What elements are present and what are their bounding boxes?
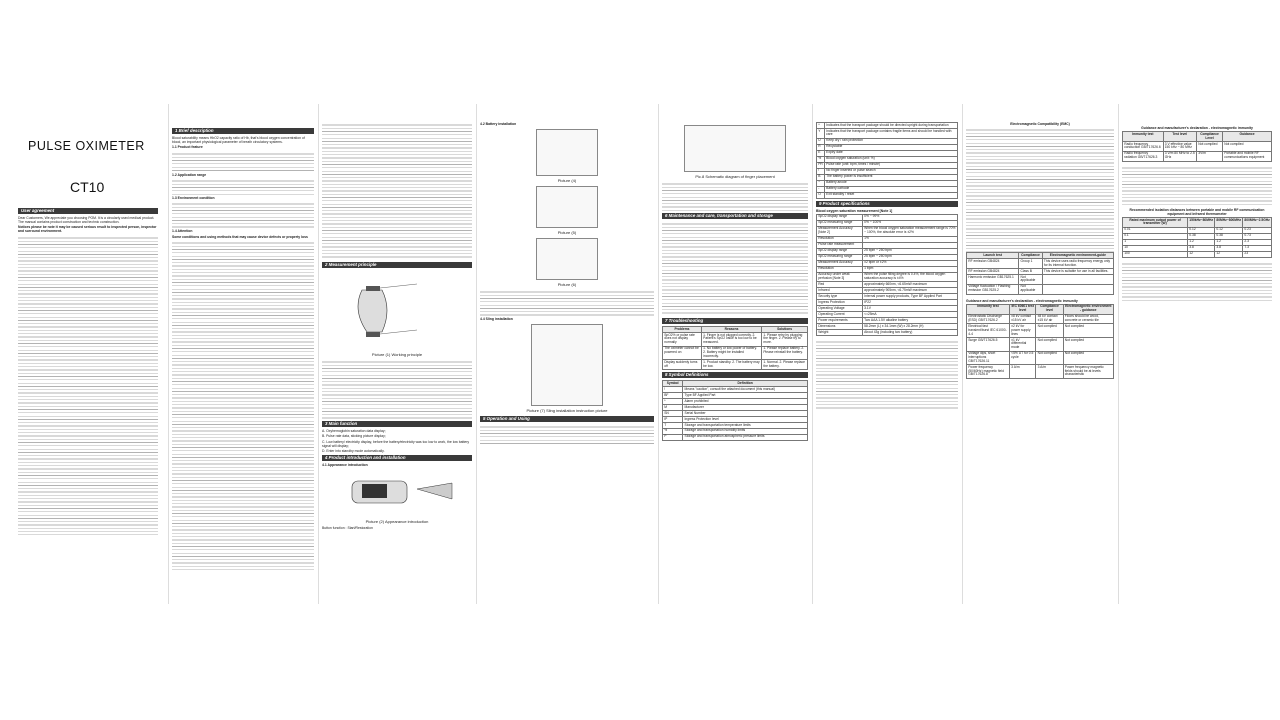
photodetector <box>366 332 380 337</box>
body-text-block <box>1122 261 1272 301</box>
table-cell: Storage and transportation temperature limits <box>683 422 808 428</box>
table-cell: Not applicable <box>1019 275 1042 285</box>
table-row-label: % <box>663 428 683 434</box>
table-row-label: * <box>663 398 683 404</box>
table-row-label: BF <box>663 392 683 398</box>
table-cell: IP22 <box>862 300 957 306</box>
body-text-block <box>172 201 314 229</box>
table-cell: 7.3 <box>1243 245 1272 251</box>
table-row-label: Voltage fluctuation / Flashing emission GB17625.2 <box>967 284 1019 294</box>
body-text-block <box>662 181 808 211</box>
table-header: Launch test <box>967 253 1019 259</box>
section-header-maintenance: 6 Maintenance and care, transportation and storage <box>662 213 808 219</box>
picture-4-caption: Picture (4) <box>557 178 577 184</box>
troubleshooting-table <box>662 326 808 370</box>
separation-title: Recommended isolation distances between portable and mobile RF communication equipment and infrared thermometer <box>1129 207 1265 216</box>
table-cell: Storage and transportation humidity limits <box>683 428 808 434</box>
table-row-label: Measurement Accuracy <box>817 260 863 266</box>
function-a: A. Oxyhemoglobin saturation data display; <box>322 429 386 434</box>
cautions-heading: Some conditions and using methods that may cause device defects or property loss <box>172 234 308 239</box>
clip-sensor <box>417 483 452 499</box>
section-header-brief: 1 Brief description <box>172 128 314 134</box>
table-cell: Not complied <box>1036 351 1063 365</box>
section-header-troubleshooting: 7 Troubleshooting <box>662 318 808 324</box>
body-text-block <box>816 339 958 409</box>
table-row-label: Electrostatic Discharge (ESD) GB/T17626.2 <box>967 314 1010 324</box>
table-cell: Pulse rate (unit: bpm, times / minute) <box>824 162 957 168</box>
dear-customers-text: Dear Customers, We appreciate you choosing POM. It is a circularly used medical product. The manual contains product construction and technic construction. <box>18 216 155 225</box>
table-cell: 3 A/m <box>1036 365 1063 379</box>
picture-7-figure <box>531 324 603 406</box>
rf-immunity-table <box>1122 131 1272 161</box>
table-cell: ±2 kV for power supply lines <box>1009 324 1035 338</box>
function-c: C. Low battery/ electricity display, before the battery/electricity was too low to work, the low battery signal will display; <box>322 439 470 448</box>
table-cell: Not complied <box>1223 142 1272 152</box>
function-d: D. Enter into standby mode automatically. <box>322 449 385 454</box>
table-cell: Not applicable <box>1019 284 1042 294</box>
table-cell: 1 bpm <box>862 266 957 272</box>
table-cell: 1. Product standby. 2. The battery may be low. <box>703 359 760 368</box>
table-row-label: Dimensions <box>817 324 863 330</box>
attention-heading: 1.4 Attention <box>172 229 193 234</box>
table-header: Problems <box>663 327 702 333</box>
panel-divider <box>168 104 169 604</box>
table-row-label: Weight <box>817 330 863 336</box>
table-row-label: 0.01 <box>1123 227 1188 233</box>
body-text-block <box>322 122 472 260</box>
table-row <box>967 259 1114 269</box>
picture-8-caption: Pic.8 Schematic diagram of finger placement <box>695 174 775 179</box>
table-row-label: SpO2 display range <box>817 248 863 254</box>
table-cell: 3.1V <box>862 306 957 312</box>
table-row-label: Radio frequency conduction GB/T17626.6 <box>1123 142 1164 152</box>
table-row <box>817 226 958 236</box>
table-cell: Recyclable <box>824 144 957 150</box>
table-cell: 2.3 <box>1243 239 1272 245</box>
table-cell: Means "caution", consult the attached document (this manual) <box>683 387 808 393</box>
table-header: 80MHz~800MHz <box>1215 218 1243 228</box>
body-text-block <box>172 240 314 570</box>
table-cell: 0% ~ 100% <box>862 220 957 226</box>
appearance-diagram <box>322 469 472 517</box>
working-principle-diagram <box>322 270 472 350</box>
table-cell: Serial Number <box>683 410 808 416</box>
table-cell: No finger inserted or pulse search <box>824 168 957 174</box>
table-cell: Battery anode <box>824 180 957 186</box>
body-text-block <box>1122 165 1272 205</box>
table-row-label: ! <box>817 168 825 174</box>
led-emitter <box>366 286 380 291</box>
table-cell: When the blood oxygen saturation measurement range is 70% ~ 100%, the absolute error is ±2% <box>862 226 957 236</box>
notices-text: Notices please be note it may be caused serious result to inspected person, inspector and surround environment. <box>18 225 157 234</box>
table-row-label: Security type <box>817 294 863 300</box>
table-row-label: IP <box>663 416 683 422</box>
table-row <box>967 338 1114 352</box>
table-header: Guidance <box>1223 132 1272 142</box>
table-cell: 3 A/m <box>1009 365 1035 379</box>
table-row-label: Pulse rate measurement <box>817 242 863 248</box>
table-cell: Type BF Applied Part <box>683 392 808 398</box>
table-row <box>967 324 1114 338</box>
section-header-principle: 2 Measurement principle <box>322 262 472 268</box>
table-row-label: E <box>817 150 825 156</box>
table-row-label: B <box>817 174 825 180</box>
brief-description-panel <box>172 126 314 596</box>
table-header: Electromagnetic environment-guide <box>1042 253 1113 259</box>
table-header: Compliance <box>1019 253 1042 259</box>
table-row-label: Power frequency (50/60Hz) magnetic field GB/T17626.8 <box>967 365 1010 379</box>
table-cell: Portable and mobile RF communications equipment <box>1223 151 1272 161</box>
panel-divider <box>476 104 477 604</box>
table-row-label: Red <box>817 282 863 288</box>
table-header: Compliance level <box>1036 304 1063 314</box>
table-row <box>817 272 958 282</box>
brief-body-text: Blood saturability means HbO2 capacity ratio of Hb, that's blood oxygen concentration of blood, an important physiological parameter of breath circulatory systems. <box>172 136 305 145</box>
table-cell: 23 <box>1243 251 1272 257</box>
table-row <box>663 333 808 347</box>
table-row-label: Operating Voltage <box>817 306 863 312</box>
table-cell: Indicates that the transport package contains fragile items and should be handled with care <box>824 128 957 138</box>
section-header-user-agreement: User agreement <box>18 208 158 214</box>
body-text-block <box>172 178 314 196</box>
oximeter-screen <box>362 484 387 498</box>
table-row-label: T <box>663 422 683 428</box>
table-row-label: 0.1 <box>1123 233 1188 239</box>
picture-5-caption: Picture (5) <box>557 230 577 236</box>
table-row-label: 1 <box>1123 239 1188 245</box>
table-cell: SpO2% or pulse rate does not display normally <box>663 333 702 347</box>
table-header: Electromagnetic environment - guidance <box>1063 304 1113 314</box>
separation-panel <box>1122 126 1272 592</box>
table-row-label: 10 <box>1123 245 1188 251</box>
table-cell: 1.2 <box>1215 239 1243 245</box>
table-cell: Keep dry / rain protection <box>824 138 957 144</box>
table-header: Definition <box>683 381 808 387</box>
picture-7-caption: Picture (7) Sling installation instruction picture <box>526 408 608 414</box>
table-row-label: SpO2 measuring range <box>817 220 863 226</box>
sling-install-heading: 4.4 Sling installation <box>480 317 513 322</box>
table-cell: 1. Please retry by plugging the finger. 2. Please try to more. <box>762 333 808 347</box>
table-row-label: RF emission GB4824 <box>967 269 1019 275</box>
table-row-label: Infrared <box>817 288 863 294</box>
table-cell: The oximeter cannot be powered on <box>663 346 702 360</box>
section-header-symbols: 8 Symbol Definitions <box>662 372 808 378</box>
maintenance-panel <box>662 122 808 592</box>
table-row-label: M <box>663 404 683 410</box>
table-cell: 1. No battery or low power of battery. 2. Battery might be installed incorrectly. <box>701 346 761 360</box>
table-cell: 0.38 <box>1215 233 1243 239</box>
table-cell: 3.8 <box>1215 245 1243 251</box>
table-row-label: Accuracy under weak perfusion [Note 3] <box>817 272 863 282</box>
specs-panel <box>816 122 958 592</box>
table-cell <box>1042 284 1113 294</box>
table-cell: approximately 660nm, <6.65mW maximum <box>862 282 957 288</box>
button-function-text: Button function : Start/Restoration <box>322 525 373 530</box>
table-cell: ±8 kV contact ±15 kV air <box>1009 314 1035 324</box>
table-cell: 3 V effective value 150 kHz ~ 80 MHz <box>1163 142 1197 152</box>
table-cell: 1. Please replace battery. 2. Please reinstall the battery. <box>762 346 808 360</box>
section-header-product: 4 Product introduction and installation <box>322 455 472 461</box>
table-cell: <=25mA <box>862 312 957 318</box>
table-cell: 58.2mm (L) x 34.1mm (W) x 28.2mm (H) <box>862 324 957 330</box>
table-row-label: PR <box>818 162 823 167</box>
table-row-label: P <box>663 434 683 440</box>
table-cell: Blood oxygen saturation (unit: %) <box>824 156 957 162</box>
table-row <box>817 128 958 138</box>
spec-table <box>816 214 958 336</box>
table-header: Solutions <box>762 327 808 333</box>
table-cell: <5% UT for 0.5 cycle <box>1009 351 1035 365</box>
table-cell: Class B <box>1019 269 1042 275</box>
table-cell: 1.2 <box>1188 239 1215 245</box>
table-cell: 12 <box>1188 251 1215 257</box>
table-header: Immunity test <box>967 304 1010 314</box>
table-row <box>967 351 1114 365</box>
table-row <box>1123 251 1272 257</box>
table-row-label: 100 <box>1123 251 1188 257</box>
table-cell: Not complied <box>1036 338 1063 352</box>
table-cell: 0.73 <box>1243 233 1272 239</box>
table-row-label: Radio frequency radiation GB/T17626.3 <box>1123 151 1164 161</box>
user-agreement-panel <box>18 206 158 598</box>
table-row <box>967 365 1114 379</box>
model-number: CT10 <box>70 179 105 195</box>
appearance-heading: 4.1 Appearance introduction <box>322 463 368 468</box>
body-text-block <box>322 359 472 419</box>
symbol-table <box>662 380 808 441</box>
table-row-label: SpO2 measuring range <box>817 254 863 260</box>
application-heading: 1.2 Application range <box>172 172 207 177</box>
table-cell: ±1 kV differential mode <box>1009 338 1035 352</box>
body-text-block <box>480 424 654 444</box>
emc-immunity-table <box>966 304 1114 379</box>
table-cell <box>1042 275 1113 285</box>
table-cell: 0.23 <box>1243 227 1272 233</box>
picture-2-caption: Picture (2) Appearance introduction <box>365 518 429 524</box>
table-row-label: Y <box>817 128 825 138</box>
table-cell: ±8 kV contact ±15 kV air <box>1036 314 1063 324</box>
panel-divider <box>812 104 813 604</box>
table-row-label: - <box>817 186 825 192</box>
table-cell: When the pulse filling degree is 0.4%, the blood oxygen saturation accuracy is ±4% <box>862 272 957 282</box>
table-header: Reasons <box>701 327 761 333</box>
table-cell: Manufacturer <box>683 404 808 410</box>
section-header-function: 3 Main function <box>322 421 472 427</box>
table-cell: approximately 905nm, <6.75mW maximum <box>862 288 957 294</box>
features-heading: 1.1 Product feature <box>172 145 203 150</box>
table-cell: 0.12 <box>1188 227 1215 233</box>
emc-title: Electromagnetic Compatibility (EMC) <box>1010 122 1070 126</box>
table-row-label: R <box>817 144 825 150</box>
table-cell: 25 bpm ~ 250 bpm <box>862 248 957 254</box>
table-cell: Not complied <box>1063 324 1113 338</box>
table-cell: 3 V/m 80 MHz to 2.5 GHz <box>1164 151 1195 160</box>
table-cell: This device uses radio frequency energy only for its internal function. <box>1042 259 1113 269</box>
table-row-label: ! <box>663 387 683 393</box>
table-cell: Not complied <box>1063 351 1113 365</box>
picture-5-figure <box>536 186 598 228</box>
table-row-label: Harmonic emission GB17625.1 <box>967 275 1019 285</box>
picture-1-caption: Picture (1) Working principle <box>371 352 423 358</box>
table-cell: Display suddenly turns off <box>663 360 702 370</box>
symbol-table-continued <box>816 122 958 199</box>
table-cell: Alarm prohibited <box>683 398 808 404</box>
emission-table <box>966 252 1114 294</box>
table-row <box>663 360 808 370</box>
table-header: Immunity test <box>1123 132 1164 142</box>
table-cell: 1% <box>862 236 957 242</box>
guidance-title: Guidance and manufacturer's declaration - electromagnetic immunity <box>1141 126 1253 130</box>
table-cell: Not complied <box>1063 338 1113 352</box>
table-row-label: ~ <box>817 180 825 186</box>
installation-panel <box>480 122 654 590</box>
table-row-label: Electrical fast transient/burst IEC 61000-4-4 <box>967 324 1010 338</box>
table-cell: Not complied <box>1036 324 1063 338</box>
table-row-label: Resolution <box>817 236 863 242</box>
table-row <box>817 192 958 198</box>
table-row <box>817 330 958 336</box>
table-row-label: SN <box>663 410 683 416</box>
table-header: 800MHz~2.5GHz <box>1243 218 1272 228</box>
body-text-block <box>662 221 808 316</box>
table-row <box>663 434 808 440</box>
table-header: Compliance Level <box>1197 132 1223 142</box>
finger-placement-figure <box>684 125 786 172</box>
spec-title: Blood oxygen saturation measurement [Note 1] <box>816 208 893 213</box>
body-text-block <box>172 151 314 173</box>
panel-divider <box>658 104 659 604</box>
table-row <box>1123 151 1272 161</box>
body-text-block <box>18 235 158 535</box>
table-header: 150kHz~80MHz <box>1188 218 1215 228</box>
table-row <box>967 314 1114 324</box>
principle-panel <box>322 122 472 590</box>
table-row-label: RF emission GB4824 <box>967 259 1019 269</box>
immunity-guidance-title: Guidance and manufacturer's declaration - electromagnetic immunity <box>966 298 1078 303</box>
body-text-block <box>966 127 1114 252</box>
table-row-label: Voltage dips, short interruptions GB/T17626.11 <box>967 351 1010 365</box>
table-cell: Indicates that the transport package should be directed upright during transportation <box>824 123 957 129</box>
panel-divider <box>962 104 963 604</box>
table-cell: 1. Finger is not plugged correctly. 2. Patient's SpO2 value is too low to be measured. <box>701 333 761 347</box>
table-row-label: % <box>817 156 825 162</box>
table-row <box>1123 142 1272 152</box>
table-cell: The battery power is insufficient <box>824 174 957 180</box>
table-row <box>967 275 1114 285</box>
table-cell: 0.12 <box>1215 227 1243 233</box>
picture-6-caption: Picture (6) <box>557 282 577 288</box>
table-cell: ±2 bpm or ±2% <box>862 260 957 266</box>
table-header: Symbol <box>663 381 683 387</box>
table-cell: Battery cathode <box>824 186 957 192</box>
table-cell: Not complied <box>1197 142 1223 152</box>
table-row <box>663 346 808 360</box>
table-header: Rated maximum output power of transmitter (W) <box>1123 218 1188 228</box>
table-row-label: Ingress Protection <box>817 300 863 306</box>
table-cell: Expiry date <box>824 150 957 156</box>
manual-title: PULSE OXIMETER <box>28 139 145 153</box>
table-row-label: O <box>817 192 825 198</box>
table-cell: Power frequency magnetic fields should be at levels characteristic <box>1063 365 1113 379</box>
emc-panel <box>966 122 1114 592</box>
table-cell: Group 1 <box>1019 259 1042 269</box>
function-b: B. Pulse rate data, sticking picture display; <box>322 434 386 439</box>
table-header: Test level <box>1163 132 1197 142</box>
table-cell: 0% ~ 99% <box>862 214 957 220</box>
table-cell: Two AAA 1.5V alkaline battery <box>862 318 957 324</box>
table-header: IEC 60601 test level <box>1009 304 1035 314</box>
table-cell: 12 <box>1215 251 1243 257</box>
table-row-label: U <box>817 138 825 144</box>
table-row-label: Measurement Accuracy [Note 2] <box>817 226 863 236</box>
table-row-label: ^ <box>817 123 825 129</box>
separation-table <box>1122 217 1272 258</box>
table-cell: 3.8 <box>1188 245 1215 251</box>
picture-4-figure <box>536 129 598 176</box>
body-text-block <box>480 289 654 317</box>
table-cell: 25 bpm ~ 250 bpm <box>862 254 957 260</box>
table-row <box>967 284 1114 294</box>
table-row-label: Surge GB/T17626.5 <box>967 338 1010 352</box>
table-cell: 0.38 <box>1188 233 1215 239</box>
battery-install-heading: 4.2 Battery installation <box>480 122 517 126</box>
table-cell: Internal power supply products, Type BF Applied Part <box>862 294 957 300</box>
section-header-specs: 9 Product specifications <box>816 201 958 207</box>
table-cell: 3V/m <box>1197 151 1223 161</box>
table-cell: Floors should be wood, concrete or ceramic tile <box>1063 314 1113 324</box>
section-header-operation: 5 Operation and Using <box>480 416 654 422</box>
environment-heading: 1.3 Environment condition <box>172 195 215 200</box>
table-cell: About 43g (including two battery) <box>862 330 957 336</box>
panel-divider <box>1118 104 1119 604</box>
picture-6-figure <box>536 238 598 280</box>
table-row-label: SpO2 display range <box>817 214 863 220</box>
table-row-label: Power requirements <box>817 318 863 324</box>
table-cell: This device is suitable for use in all facilities. <box>1042 269 1113 275</box>
table-row-label: Operating Current <box>817 312 863 318</box>
table-cell: Ingress Protection level <box>683 416 808 422</box>
table-cell: Exit standby / reset <box>824 192 957 198</box>
finger-shape <box>358 290 387 332</box>
table-cell: Storage and transportation atmospheric pressure limits <box>683 434 808 440</box>
table-row-label: Resolution <box>817 266 863 272</box>
table-cell: 1. Normal. 2. Please replace the battery. <box>762 360 808 370</box>
panel-divider <box>318 104 319 604</box>
